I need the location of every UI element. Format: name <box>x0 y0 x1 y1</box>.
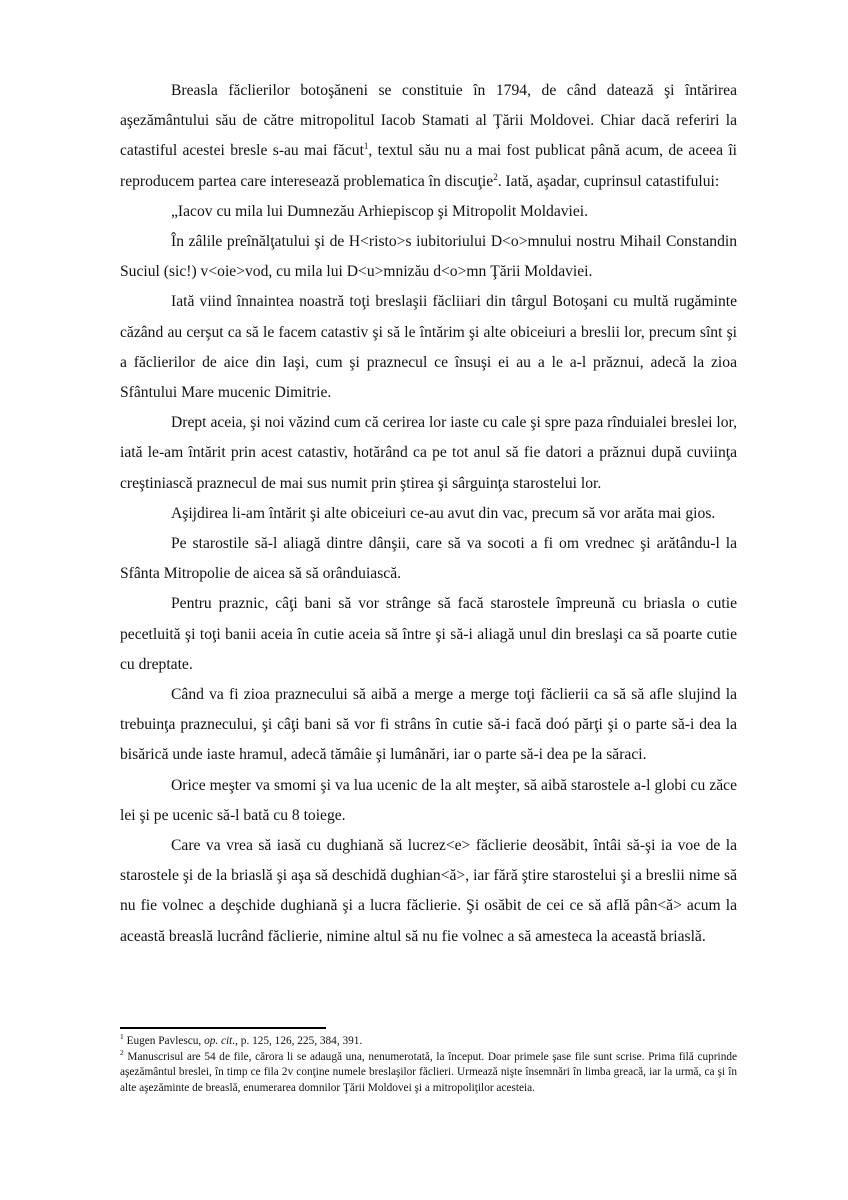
paragraph: Aşijdirea li-am întărit şi alte obiceiuri ce-au avut din vac, precum să vor arăta mai gios. <box>171 504 716 522</box>
footnote-ref-2[interactable]: 2 <box>493 171 498 182</box>
paragraph: În zâlile preînălţatului şi de H<risto>s iubitoriului D<o>mnului nostru Mihail Constandin Suciul (sic!) v<oie>vod, cu mila lui D<u>mnizău d<o>mn Ţării Moldaviei. <box>120 233 737 281</box>
paragraph: „Iacov cu mila lui Dumnezău Arhiepiscop şi Mitropolit Moldaviei. <box>171 202 589 220</box>
footnotes <box>120 1034 737 1096</box>
paragraph: Pe starostile să-l aliagă dintre dânşii, care să va socoti a fi om vrednec şi arătându-l la Sfânta Mitropolie de aicea să să orânduiască. <box>120 535 737 583</box>
footnote-ref-1[interactable]: 1 <box>363 141 369 152</box>
footnote-2: $^2$ Manuscrisul are 54 de file, cărora li se adaugă una, nenumerotată, la început. Doar primele şase file sunt scrise. Prima filă cuprinde aşezământul breslei, în timp ce fila 2v conţine numele breslaşilor făclieri. Urmează nişte însemnări în limba greacă, iar la urmă, ca şi în alte aşezăminte de breaslă, enumerarea domnilor Ţării Moldovei şi a mitropoliţilor acesteia. <box>120 1047 737 1094</box>
paragraph-intro: Breasla făclierilor botoşăneni se constituie în 1794, de când datează şi întărirea aşezământului său de către mitropolitul Iacob Stamati al Ţării Moldovei. Chiar dacă referiri la catastiful acestei bresle s-au mai făcut$^1$, textul său nu a mai fost publicat până acum, de aceea îi reproducem partea care interesează problematica în discuţie$^2$. Iată, aşadar, cuprinsul catastifului: <box>120 82 737 190</box>
document-body <box>120 76 737 952</box>
footnote-1: $^1$ Eugen Pavlescu, op. cit., p. 125, 126, 225, 384, 391. <box>120 1032 363 1047</box>
paragraph: Drept aceia, şi noi văzind cum că cerirea lor iaste cu cale şi spre paza rînduialei breslei lor, iată le-am întărit prin acest catastiv, hotărând ca pe tot anul să fie datori a prăznui după cuviinţa creştiniască praznecul de mai sus numit prin ştirea şi sârguinţa starostelui lor. <box>120 414 737 492</box>
paragraph: Orice meşter va smomi şi va lua ucenic de la alt meşter, să aibă starostele a-l globi cu zăce lei şi pe ucenic să-l bată cu 8 toiege. <box>120 776 737 824</box>
paragraph: Când va fi zioa praznecului să aibă a merge a merge toţi făclierii ca să să afle slujind la trebuinţa praznecului, şi câţi bani să vor fi strâns în cutie să-i facă doó părţi şi o parte să-i dea la bisărică unde iaste hramul, adecă tămâie şi lumânări, iar o parte să-i dea pe la săraci. <box>120 686 737 764</box>
paragraph: Pentru praznic, câţi bani să vor strânge să facă starostele împreună cu briasla o cutie pecetluită şi toţi banii aceia în cutie aceia să între şi să-i aliagă unul din breslaşi ca să poarte cutie cu dreptate. <box>120 595 737 673</box>
paragraph: Iată viind înnaintea noastră toţi breslaşii făcliiari din târgul Botoşani cu multă rugăminte căzând au cerşut ca să le facem catastiv şi să le întărim şi alte obiceiuri a breslii lor, precum sînt şi a făclierilor de aice din Iaşi, cum şi praznecul ce însuşi ei au a le a-l prăznui, adecă la zioa Sfântului Mare mucenic Dimitrie. <box>120 293 737 402</box>
paragraph: Care va vrea să iasă cu dughiană să lucrez<e> făclierie deosăbit, întâi să-şi ia voe de la starostele şi de la briaslă şi aşa să deschidă dughian<ă>, iar fără ştire starostelui şi a breslii nime să nu fie volnec a deşchide dughiană şi a lucra făclierie. Şi osăbit de cei ce să află pân<ă> acum la această breaslă lucrând făclierie, nimine altul să nu fie volnec a să amesteca la această briaslă. <box>120 837 737 945</box>
footnote-separator <box>120 1027 326 1029</box>
